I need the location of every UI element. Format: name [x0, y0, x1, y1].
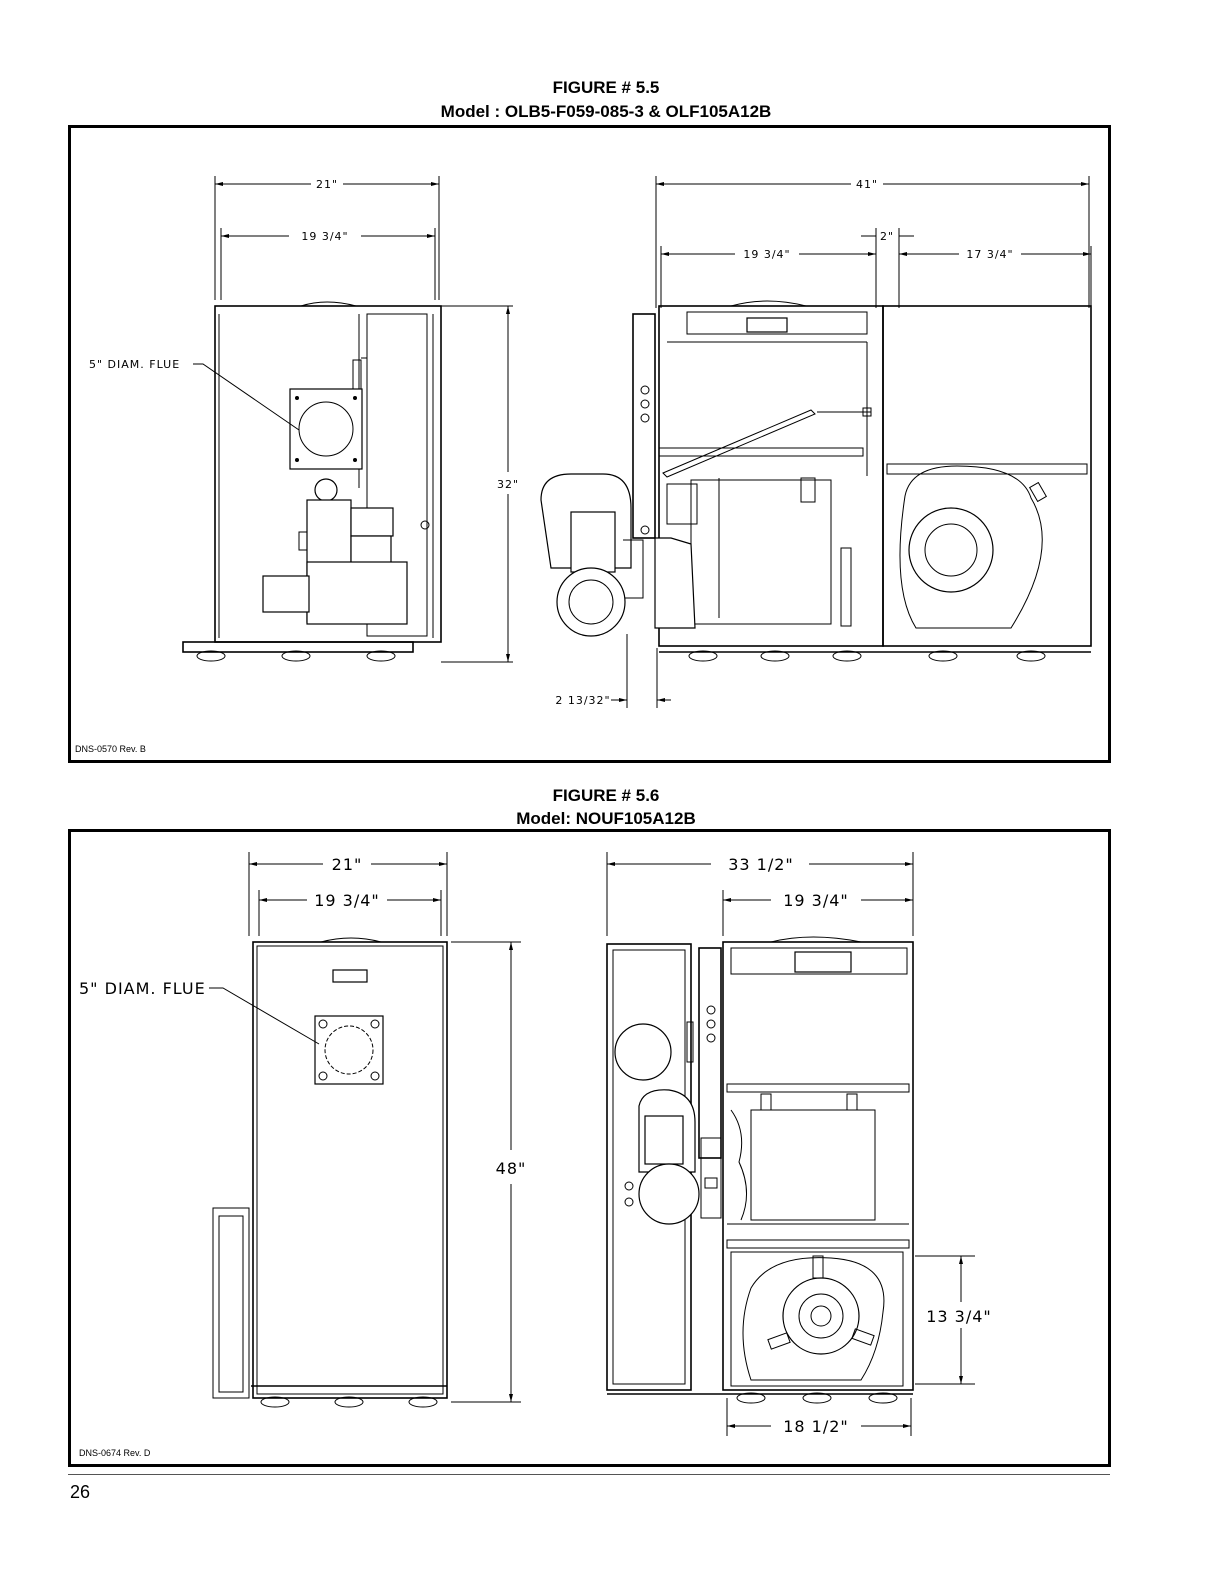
height-dim: 32" [496, 478, 520, 491]
front-view-2 [79, 852, 526, 1407]
figure-5-6-drawing [71, 832, 1108, 1464]
side-inner-dim-2: 19 3/4" [783, 891, 849, 910]
figure-5-5-drawing [71, 128, 1108, 760]
figure-5-6-drawing-ref: DNS-0674 Rev. D [79, 1448, 151, 1458]
flue-label-2: 5" DIAM. FLUE [79, 979, 206, 998]
figure-5-5-title: FIGURE # 5.5 [552, 78, 660, 97]
front-inner-width-dim: 19 3/4" [301, 230, 349, 243]
height-dim-2: 48" [495, 1159, 527, 1178]
page-number: 26 [70, 1482, 91, 1502]
front-width-dim-2: 21" [331, 855, 363, 874]
burner-offset-dim: 2 13/32" [555, 694, 611, 707]
figure-5-6-title: FIGURE # 5.6 [552, 786, 660, 805]
side-left-dim: 19 3/4" [743, 248, 791, 261]
side-total-dim-2: 33 1/2" [728, 855, 794, 874]
front-inner-width-dim-2: 19 3/4" [314, 891, 380, 910]
blower-width-dim: 18 1/2" [783, 1417, 849, 1436]
figure-5-6-model: Model: NOUF105A12B [516, 809, 696, 828]
blower-height-dim: 13 3/4" [926, 1307, 992, 1326]
side-right-dim: 17 3/4" [966, 248, 1014, 261]
side-view-2 [607, 852, 992, 1436]
figure-5-5-frame [68, 125, 1111, 763]
front-width-dim: 21" [315, 178, 339, 191]
side-gap-dim: 2" [879, 230, 895, 243]
figure-5-6-frame [68, 829, 1111, 1467]
flue-label: 5" DIAM. FLUE [89, 358, 181, 371]
front-view [89, 176, 519, 662]
side-view [541, 176, 1091, 708]
figure-5-5-drawing-ref: DNS-0570 Rev. B [75, 744, 146, 754]
footer-divider [68, 1474, 1110, 1475]
side-total-dim: 41" [855, 178, 879, 191]
figure-5-5-model: Model : OLB5-F059-085-3 & OLF105A12B [440, 102, 772, 121]
